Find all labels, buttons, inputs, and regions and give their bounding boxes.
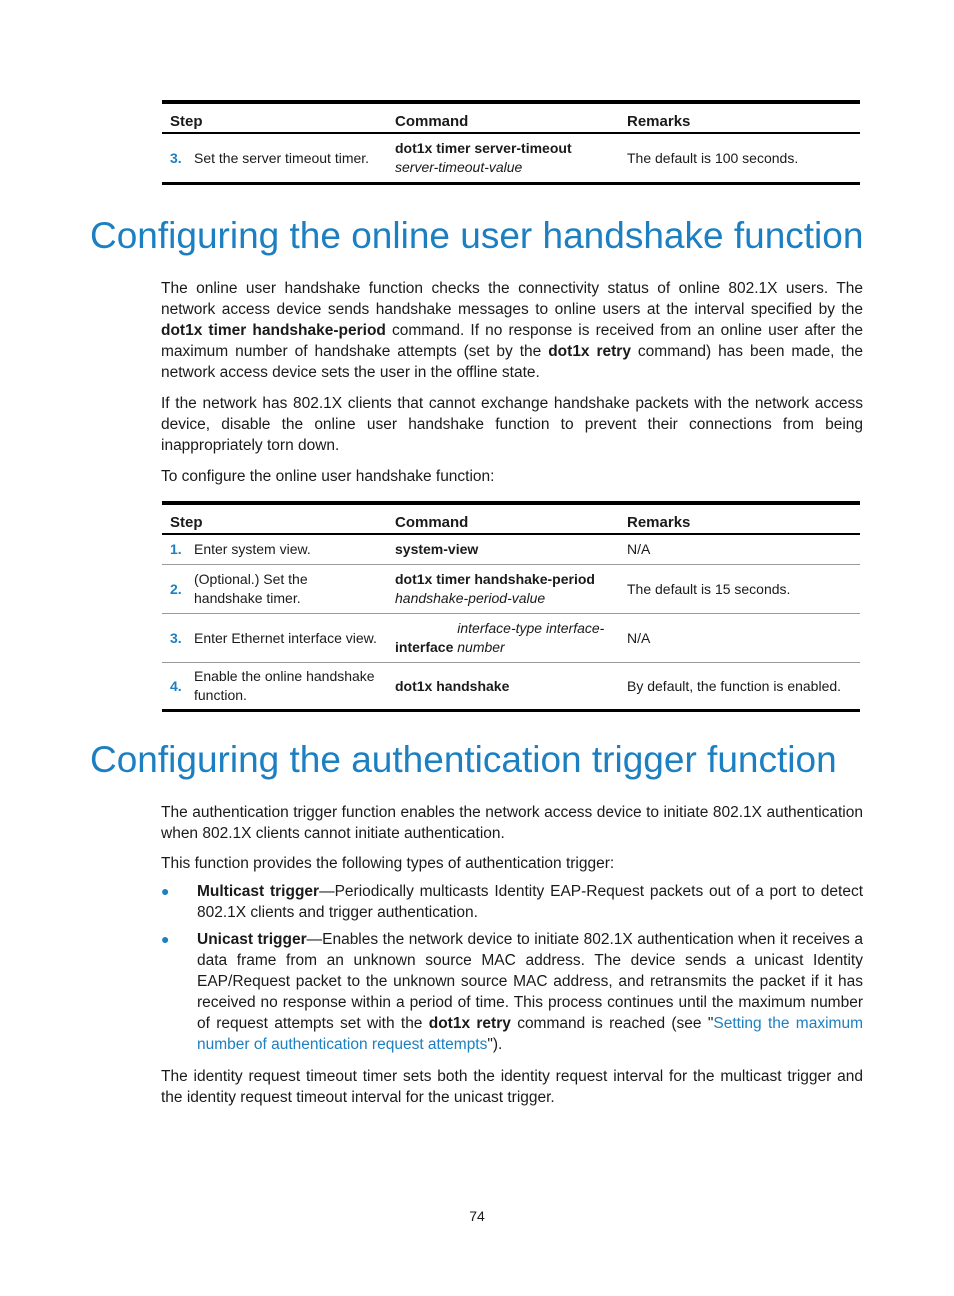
step-remarks: The default is 100 seconds. xyxy=(619,133,860,184)
auth-trigger-intro-paragraph: The authentication trigger function enables the network access device to initiate 802.1X authentication when 802.1X clients cannot initiate authentication. xyxy=(161,804,863,842)
step-command xyxy=(387,663,619,711)
command-header: Command xyxy=(387,503,619,534)
bullet-icon: ● xyxy=(161,931,170,947)
command-reference: dot1x retry xyxy=(428,1015,511,1032)
command-argument: interface-type interface-number xyxy=(457,620,605,655)
command-reference: dot1x retry xyxy=(548,343,631,360)
step-remarks: By default, the function is enabled. xyxy=(619,663,860,711)
text-run: —Enables the network device to initiate 802.1X authentication when it receives a data frame from an unknown source MAC address. The device sends a unicast Identity EAP/Request packet to the unknown source MAC address, and retransmits the packet if it has received no response within a period of time. This process continues until the maximum number of request attempts set with the xyxy=(197,931,863,1032)
command-reference: dot1x timer handshake-period xyxy=(161,322,386,339)
step-description: Enable the online handshake function. xyxy=(190,663,387,711)
step-number: 3. xyxy=(162,614,190,663)
step-number: 4. xyxy=(162,663,190,711)
command-keyword: dot1x timer server-timeout xyxy=(395,140,572,156)
term: Multicast trigger xyxy=(197,883,320,900)
step-number: 3. xyxy=(162,133,190,184)
remarks-header: Remarks xyxy=(619,102,860,133)
server-timeout-table xyxy=(162,100,860,185)
trigger-types-intro: This function provides the following types of authentication trigger: xyxy=(161,855,615,872)
list-item-text xyxy=(197,881,863,923)
section-title-handshake: Configuring the online user handshake function xyxy=(90,215,864,256)
step-description: (Optional.) Set the handshake timer. xyxy=(190,565,387,614)
list-item-unicast-trigger xyxy=(161,929,863,1055)
command-keyword: system-view xyxy=(395,541,479,557)
command-keyword: dot1x timer handshake-period xyxy=(395,571,595,587)
cross-reference-link[interactable]: Setting the maximum number of authentication request attempts xyxy=(197,1015,863,1053)
handshake-procedure-intro: To configure the online user handshake function: xyxy=(161,468,495,485)
text-run: —Periodically multicasts Identity EAP-Request packets out of a port to detect 802.1X clients and trigger authentication. xyxy=(197,883,863,921)
table-row xyxy=(162,565,860,614)
command-header: Command xyxy=(387,102,619,133)
step-number: 1. xyxy=(162,534,190,565)
text-run: command. If no response is received from an online user after the maximum number of handshake attempts (set by the xyxy=(161,322,863,360)
table-row xyxy=(162,663,860,711)
table-header-row xyxy=(162,503,860,534)
command-argument: server-timeout-value xyxy=(395,159,523,175)
text-run: "). xyxy=(487,1036,503,1053)
handshake-disable-paragraph: If the network has 802.1X clients that cannot exchange handshake packets with the network access device, disable the online user handshake function to prevent their connections from being inappropriately torn down. xyxy=(161,395,863,454)
step-description: Enter system view. xyxy=(190,534,387,565)
step-description: Enter Ethernet interface view. xyxy=(190,614,387,663)
text-run: command) has been made, the network access device sets the user in the offline state. xyxy=(161,343,863,381)
handshake-config-table xyxy=(162,501,860,712)
bullet-icon: ● xyxy=(161,883,170,899)
step-remarks: N/A xyxy=(619,534,860,565)
table-row xyxy=(162,614,860,663)
step-command xyxy=(387,133,619,184)
step-command xyxy=(387,534,619,565)
table-row xyxy=(162,534,860,565)
list-item-multicast-trigger xyxy=(161,881,863,923)
text-run: The online user handshake function checks the connectivity status of online 802.1X users. The network access device sends handshake messages to online users at the interval specified by the xyxy=(161,280,863,318)
command-keyword: interface xyxy=(395,639,454,655)
page-number: 74 xyxy=(469,1208,485,1224)
step-command xyxy=(387,565,619,614)
handshake-intro-paragraph xyxy=(161,278,863,383)
step-header: Step xyxy=(162,503,387,534)
section-title-auth-trigger: Configuring the authentication trigger function xyxy=(90,739,837,780)
step-description: Set the server timeout timer. xyxy=(190,133,387,184)
identity-timer-paragraph: The identity request timeout timer sets both the identity request interval for the multicast trigger and the identity request timeout interval for the unicast trigger. xyxy=(161,1068,863,1106)
term: Unicast trigger xyxy=(197,931,307,948)
step-header: Step xyxy=(162,102,387,133)
command-keyword: dot1x handshake xyxy=(395,677,510,694)
remarks-header: Remarks xyxy=(619,503,860,534)
list-item-text xyxy=(197,929,863,1055)
step-command xyxy=(387,614,619,663)
step-remarks: N/A xyxy=(619,614,860,663)
step-remarks: The default is 15 seconds. xyxy=(619,565,860,614)
table-row xyxy=(162,133,860,184)
text-run: command is reached (see " xyxy=(510,1015,714,1032)
table-header-row xyxy=(162,102,860,133)
step-number: 2. xyxy=(162,565,190,614)
command-argument: handshake-period-value xyxy=(395,590,546,606)
